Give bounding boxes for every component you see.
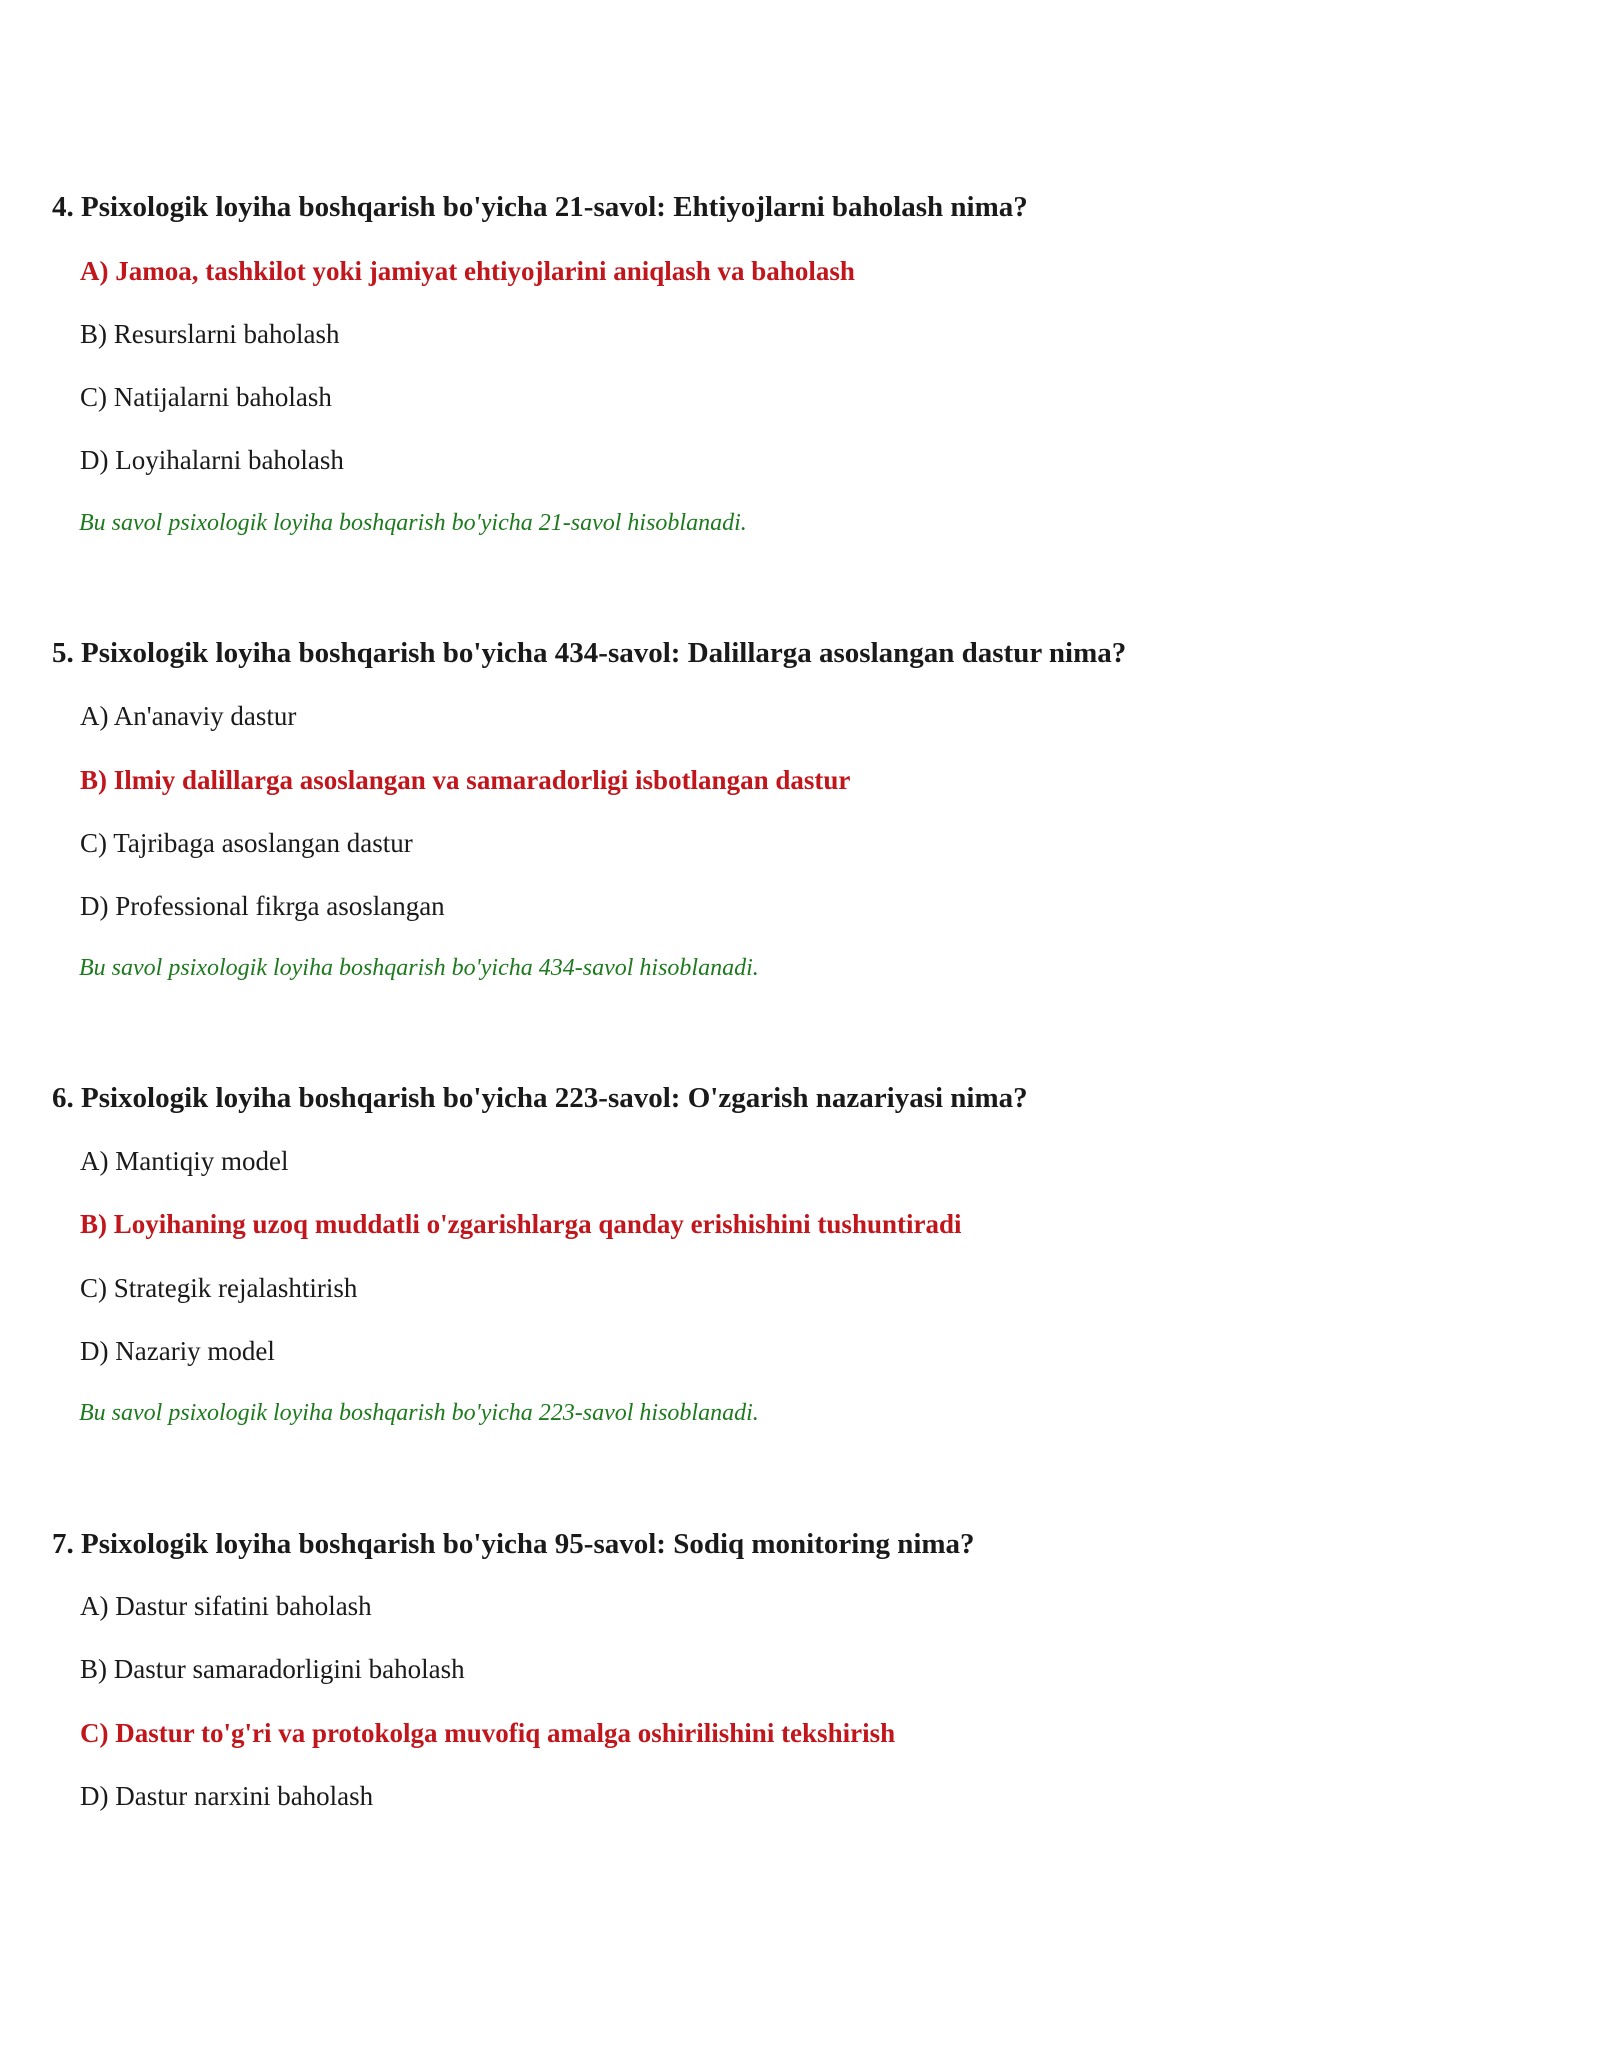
answer-option: C) Tajribaga asoslangan dastur: [80, 828, 413, 858]
answer-option: C) Strategik rejalashtirish: [80, 1273, 358, 1303]
question-title: 4. Psixologik loyiha boshqarish bo'yicha 21-savol: Ehtiyojlarni baholash nima?: [52, 191, 1028, 223]
question-title: 7. Psixologik loyiha boshqarish bo'yicha 95-savol: Sodiq monitoring nima?: [52, 1528, 975, 1560]
question-block: [52, 1081, 1552, 1426]
answer-option: D) Nazariy model: [80, 1336, 275, 1366]
answer-option: B) Dastur samaradorligini baholash: [80, 1654, 465, 1684]
answer-option: D) Dastur narxini baholash: [80, 1781, 374, 1811]
answer-option: A) Mantiqiy model: [80, 1146, 289, 1176]
question-block: [52, 1527, 1552, 1811]
answer-option-correct: B) Ilmiy dalillarga asoslangan va samaradorligi isbotlangan dastur: [80, 765, 851, 795]
answer-option-correct: A) Jamoa, tashkilot yoki jamiyat ehtiyojlarini aniqlash va baholash: [80, 256, 855, 286]
answer-option: C) Natijalarni baholash: [80, 382, 332, 412]
question-title: 6. Psixologik loyiha boshqarish bo'yicha 223-savol: O'zgarish nazariyasi nima?: [52, 1082, 1028, 1114]
answer-option: A) Dastur sifatini baholash: [80, 1591, 372, 1621]
answer-option: D) Professional fikrga asoslangan: [80, 891, 445, 921]
answer-option: A) An'anaviy dastur: [80, 701, 297, 731]
question-title: 5. Psixologik loyiha boshqarish bo'yicha 434-savol: Dalillarga asoslangan dastur nima?: [52, 637, 1127, 669]
answer-option: D) Loyihalarni baholash: [80, 445, 344, 475]
answer-option-correct: B) Loyihaning uzoq muddatli o'zgarishlarga qanday erishishini tushuntiradi: [80, 1209, 962, 1239]
question-note: Bu savol psixologik loyiha boshqarish bo'yicha 223-savol hisoblanadi.: [79, 1400, 759, 1426]
question-note: Bu savol psixologik loyiha boshqarish bo'yicha 21-savol hisoblanadi.: [79, 510, 747, 536]
answer-option-correct: C) Dastur to'g'ri va protokolga muvofiq amalga oshirilishini tekshirish: [80, 1718, 896, 1748]
question-block: [52, 190, 1552, 536]
question-block: [52, 636, 1552, 981]
question-note: Bu savol psixologik loyiha boshqarish bo'yicha 434-savol hisoblanadi.: [79, 955, 759, 981]
answer-option: B) Resurslarni baholash: [80, 319, 340, 349]
